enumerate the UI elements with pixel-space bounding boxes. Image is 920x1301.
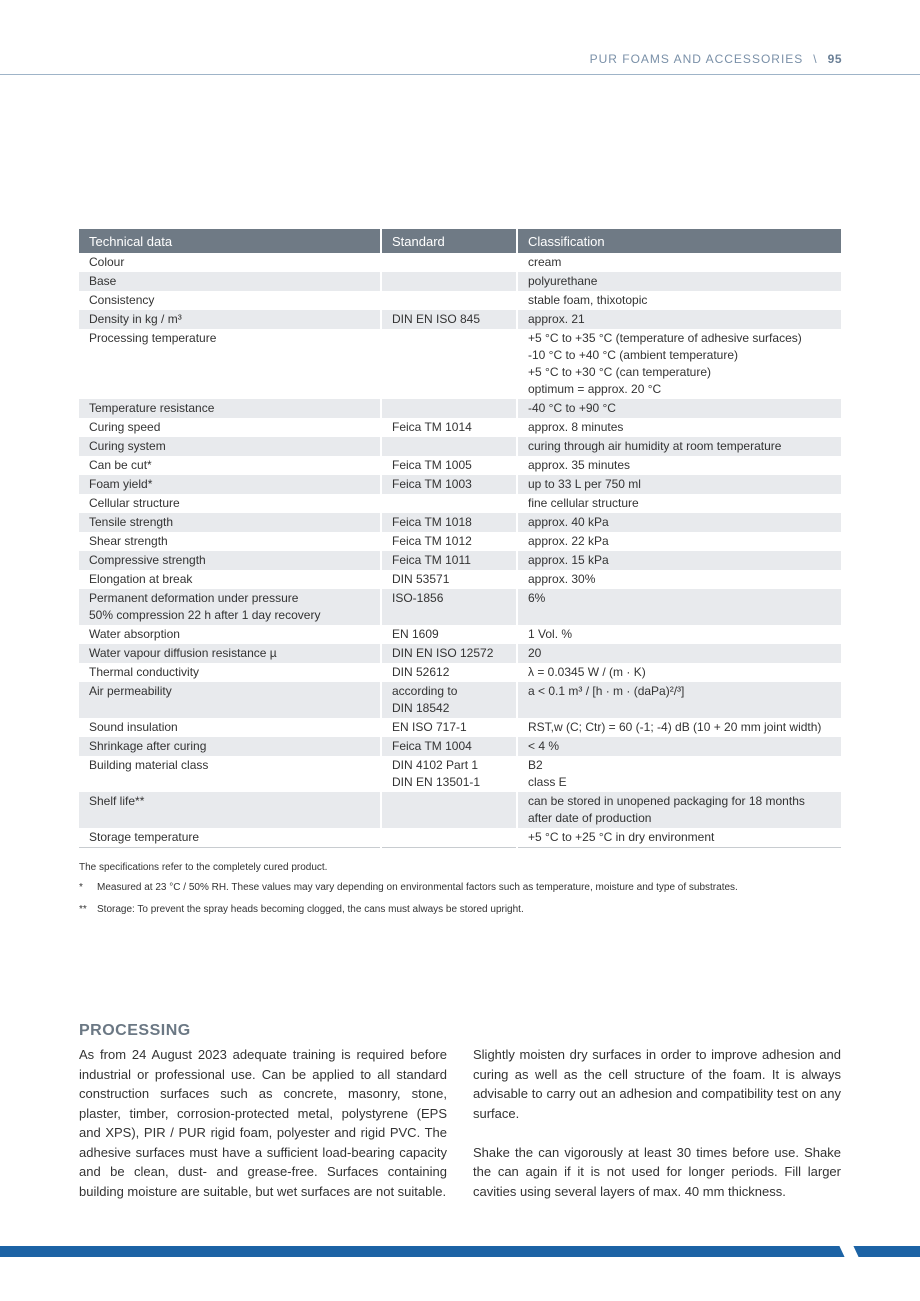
table-row [79, 828, 841, 848]
cell-classification [517, 399, 841, 418]
cell-standard [381, 399, 517, 418]
table-header-row [79, 229, 841, 253]
cell-technical-data: Base [79, 272, 381, 291]
note-star-text: Measured at 23 °C / 50% RH. These values may vary depending on environmental factors such as temperature, moisture and type of substrates. [97, 882, 738, 893]
classification-line: 20 [528, 646, 542, 660]
standard-line: Feica TM 1018 [392, 515, 472, 529]
classification-line: after date of production [528, 811, 652, 825]
cell-technical-data: Compressive strength [79, 551, 381, 570]
cell-classification [517, 718, 841, 737]
standard-line: EN ISO 717-1 [392, 720, 467, 734]
classification-line: < 4 % [528, 739, 560, 753]
table-row [79, 625, 841, 644]
cell-classification [517, 682, 841, 718]
table-row [79, 737, 841, 756]
table-row [79, 399, 841, 418]
cell-classification [517, 329, 841, 399]
cell-technical-data: Thermal conductivity [79, 663, 381, 682]
classification-line: optimum = approx. 20 °C [528, 382, 662, 396]
processing-title: PROCESSING [79, 1022, 191, 1039]
cell-standard [381, 418, 517, 437]
cell-standard [381, 456, 517, 475]
cell-technical-data: Storage temperature [79, 828, 381, 848]
cell-standard [381, 329, 517, 399]
note-general: The specifications refer to the completely cured product. [79, 862, 328, 873]
table-row [79, 310, 841, 329]
processing-paragraph-3: Shake the can vigorously at least 30 times before use. Shake the can again if it is not used for longer periods. Fill larger cavities using several layers of max. 40 mm thickness. [473, 1144, 841, 1199]
cell-classification [517, 532, 841, 551]
cell-classification [517, 663, 841, 682]
processing-column-1 [79, 1045, 447, 1221]
classification-line: a < 0.1 m³ / [h · m · (daPa)²/³] [528, 684, 685, 698]
cell-classification [517, 589, 841, 625]
cell-technical-data: Tensile strength [79, 513, 381, 532]
processing-paragraph-2: Slightly moisten dry surfaces in order to improve adhesion and curing as well as the cell structure of the foam. It is always advisable to carry out an adhesion and compatibility test on any surface. [473, 1047, 841, 1121]
note-star [79, 882, 841, 893]
cell-classification [517, 625, 841, 644]
standard-line: Feica TM 1011 [392, 553, 471, 567]
cell-technical-data: Temperature resistance [79, 399, 381, 418]
cell-standard [381, 570, 517, 589]
cell-standard [381, 644, 517, 663]
note-star-mark: * [79, 882, 83, 893]
classification-line: RST,w (C; Ctr) = 60 (-1; -4) dB (10 + 20 mm joint width) [528, 720, 822, 734]
table-row [79, 644, 841, 663]
cell-technical-data: Processing temperature [79, 329, 381, 399]
table-row [79, 682, 841, 718]
table-row [79, 456, 841, 475]
classification-line: approx. 8 minutes [528, 420, 624, 434]
page-number: 95 [827, 52, 842, 66]
classification-line: approx. 21 [528, 312, 585, 326]
cell-classification [517, 644, 841, 663]
cell-standard [381, 828, 517, 848]
classification-line: 1 Vol. % [528, 627, 573, 641]
cell-standard [381, 625, 517, 644]
cell-standard [381, 532, 517, 551]
cell-standard [381, 494, 517, 513]
classification-line: stable foam, thixotopic [528, 293, 648, 307]
cell-technical-data: Shear strength [79, 532, 381, 551]
cell-technical-data: Can be cut* [79, 456, 381, 475]
table-row [79, 475, 841, 494]
table-row [79, 551, 841, 570]
note-double-star-text: Storage: To prevent the spray heads becoming clogged, the cans must always be stored upright. [97, 904, 524, 915]
classification-line: approx. 35 minutes [528, 458, 631, 472]
classification-line: B2 [528, 758, 543, 772]
cell-classification [517, 828, 841, 848]
cell-classification [517, 310, 841, 329]
cell-classification [517, 253, 841, 272]
standard-line: DIN EN ISO 12572 [392, 646, 494, 660]
cell-classification [517, 456, 841, 475]
classification-line: +5 °C to +25 °C in dry environment [528, 830, 715, 844]
classification-line: +5 °C to +30 °C (can temperature) [528, 365, 712, 379]
cell-standard [381, 310, 517, 329]
table-row [79, 570, 841, 589]
cell-standard [381, 756, 517, 792]
table-row [79, 272, 841, 291]
cell-classification [517, 513, 841, 532]
cell-technical-data: Foam yield* [79, 475, 381, 494]
cell-classification [517, 475, 841, 494]
cell-standard [381, 551, 517, 570]
classification-line: λ = 0.0345 W / (m · K) [528, 665, 646, 679]
header-technical-data: Technical data [79, 229, 381, 253]
cell-classification [517, 418, 841, 437]
standard-line: according to [392, 684, 458, 698]
standard-line: Feica TM 1012 [392, 534, 472, 548]
classification-line: approx. 22 kPa [528, 534, 609, 548]
cell-classification [517, 437, 841, 456]
cell-technical-data: Shrinkage after curing [79, 737, 381, 756]
table-row [79, 494, 841, 513]
standard-line: EN 1609 [392, 627, 439, 641]
processing-column-2 [473, 1045, 841, 1221]
header-separator: \ [813, 52, 818, 66]
table-row [79, 718, 841, 737]
classification-line: +5 °C to +35 °C (temperature of adhesive surfaces) [528, 331, 802, 345]
cell-standard [381, 291, 517, 310]
cell-technical-data: Cellular structure [79, 494, 381, 513]
table-row [79, 513, 841, 532]
cell-classification [517, 494, 841, 513]
classification-line: curing through air humidity at room temperature [528, 439, 782, 453]
cell-classification [517, 737, 841, 756]
cell-standard [381, 718, 517, 737]
cell-classification [517, 570, 841, 589]
standard-line: Feica TM 1004 [392, 739, 472, 753]
cell-standard [381, 737, 517, 756]
header-rule [0, 74, 920, 75]
cell-technical-data: Shelf life** [79, 792, 381, 828]
table-row [79, 418, 841, 437]
table-row [79, 663, 841, 682]
cell-technical-data: Water absorption [79, 625, 381, 644]
classification-line: approx. 15 kPa [528, 553, 609, 567]
cell-standard [381, 663, 517, 682]
cell-standard [381, 682, 517, 718]
standard-line: Feica TM 1014 [392, 420, 472, 434]
cell-classification [517, 756, 841, 792]
classification-line: approx. 30% [528, 572, 596, 586]
standard-line: ISO-1856 [392, 591, 444, 605]
note-double-star [79, 904, 841, 915]
cell-technical-data: Water vapour diffusion resistance µ [79, 644, 381, 663]
table-row [79, 756, 841, 792]
cell-classification [517, 551, 841, 570]
cell-technical-data: Building material class [79, 756, 381, 792]
standard-line: DIN 52612 [392, 665, 450, 679]
standard-line: Feica TM 1005 [392, 458, 472, 472]
cell-standard [381, 513, 517, 532]
classification-line: class E [528, 775, 567, 789]
cell-classification [517, 291, 841, 310]
cell-standard [381, 475, 517, 494]
classification-line: cream [528, 255, 562, 269]
standard-line: DIN 4102 Part 1 [392, 758, 479, 772]
cell-standard [381, 792, 517, 828]
classification-line: -10 °C to +40 °C (ambient temperature) [528, 348, 739, 362]
table-row [79, 437, 841, 456]
cell-classification [517, 792, 841, 828]
table-body [79, 253, 841, 848]
footer-band [0, 1246, 920, 1257]
standard-line: Feica TM 1003 [392, 477, 472, 491]
section-title: PUR FOAMS AND ACCESSORIES [589, 52, 804, 66]
cell-technical-data: Colour [79, 253, 381, 272]
cell-standard [381, 437, 517, 456]
table-row [79, 329, 841, 399]
cell-technical-data: Curing system [79, 437, 381, 456]
classification-line: 6% [528, 591, 546, 605]
standard-line: DIN 18542 [392, 701, 450, 715]
classification-line: up to 33 L per 750 ml [528, 477, 641, 491]
cell-classification [517, 272, 841, 291]
standard-line: DIN EN 13501-1 [392, 775, 481, 789]
table-row [79, 532, 841, 551]
classification-line: fine cellular structure [528, 496, 639, 510]
cell-technical-data: Sound insulation [79, 718, 381, 737]
cell-standard [381, 253, 517, 272]
note-double-star-mark: ** [79, 904, 87, 915]
page-header [590, 52, 842, 66]
cell-technical-data: Elongation at break [79, 570, 381, 589]
table-row [79, 589, 841, 625]
cell-technical-data: Air permeability [79, 682, 381, 718]
classification-line: can be stored in unopened packaging for 18 months [528, 794, 805, 808]
cell-technical-data: Permanent deformation under pressure 50% compression 22 h after 1 day recovery [79, 589, 381, 625]
classification-line: -40 °C to +90 °C [528, 401, 616, 415]
classification-line: polyurethane [528, 274, 598, 288]
cell-standard [381, 589, 517, 625]
cell-technical-data: Density in kg / m³ [79, 310, 381, 329]
cell-technical-data: Consistency [79, 291, 381, 310]
table-row [79, 291, 841, 310]
table-row [79, 792, 841, 828]
cell-technical-data: Curing speed [79, 418, 381, 437]
header-classification: Classification [517, 229, 841, 253]
cell-standard [381, 272, 517, 291]
classification-line: approx. 40 kPa [528, 515, 609, 529]
table-row [79, 253, 841, 272]
standard-line: DIN 53571 [392, 572, 450, 586]
header-standard: Standard [381, 229, 517, 253]
standard-line: DIN EN ISO 845 [392, 312, 481, 326]
technical-data-table [79, 229, 841, 848]
processing-paragraph-1: As from 24 August 2023 adequate training is required before industrial or professional use. Can be applied to all standard construction surfaces such as concrete, masonry, stone, plaster, timber, corrosion-protected metal, polystyrene (EPS and XPS), PIR / PUR rigid foam, polyester and rigid PVC. The adhesive surfaces must have a sufficient load-bearing capacity and be clean, dust- and grease-free. Surfaces containing building moisture are suitable, but wet surfaces are not suitable. [79, 1047, 447, 1199]
